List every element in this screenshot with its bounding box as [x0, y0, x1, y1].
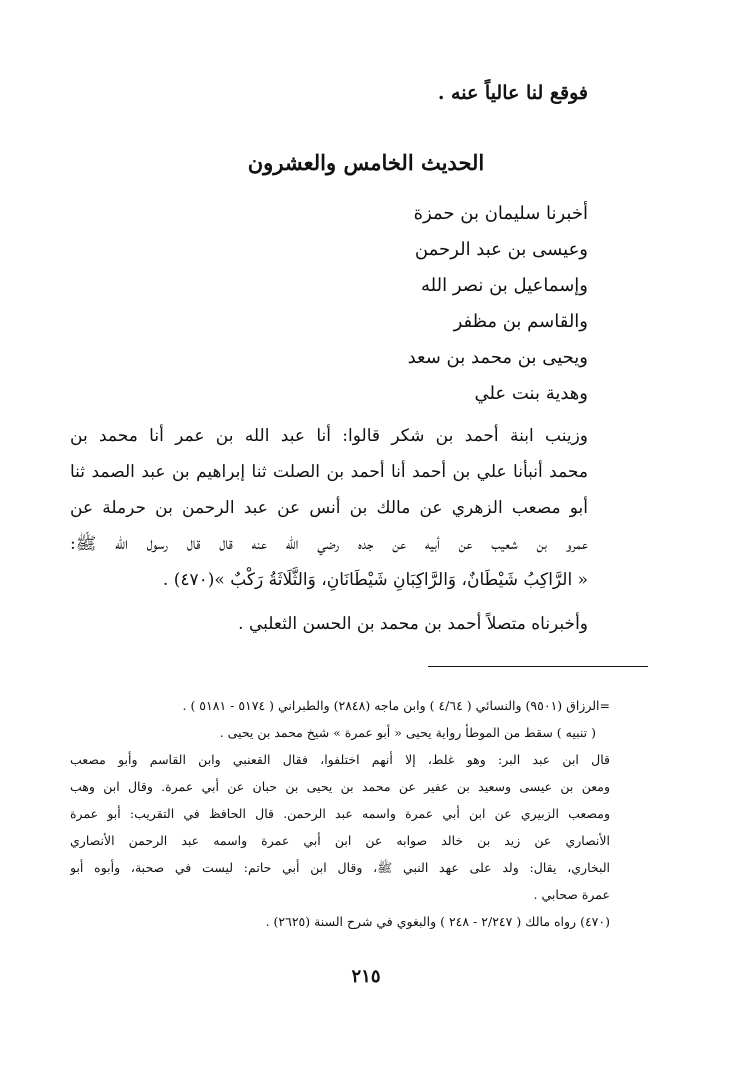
narrator-line: ويحيى بن محمد بن سعد	[407, 347, 588, 368]
narrator-list	[408, 196, 588, 412]
footnote-line: ومصعب الزبيري عن ابن أبي عمرة واسمه عبد الرحمن. قال الحافظ في التقريب: أبو عمرة	[70, 806, 610, 821]
footnote-line: ( تنبيه ) سقط من الموطأ رواية يحيى « أبو عمرة » شيخ محمد بن يحيى .	[219, 725, 596, 740]
footnote-line: قال ابن عبد البر: وهو غلط، إلا أنهم اختلفوا، فقال القعنبي وابن القاسم وأبو مصعب	[70, 752, 610, 767]
paragraph-line: أبو مصعب الزهري عن مالك بن أنس عن عبد الرحمن بن حرملة عن	[70, 498, 588, 518]
narrator-line: وهدية بنت علي	[474, 383, 588, 404]
paragraph-line: وزينب ابنة أحمد بن شكر قالوا: أنا عبد الله بن عمر أنا محمد بن	[70, 426, 588, 446]
footnote-line: عمرة صحابي .	[533, 887, 610, 902]
narrator-line: وإسماعيل بن نصر الله	[421, 275, 588, 296]
connected-chain-line: وأخبرناه متصلاً أحمد بن محمد بن الحسن الثعلبي .	[238, 614, 588, 634]
hadith-text-line: « الرَّاكِبُ شَيْطَانٌ، وَالرَّاكِبَانِ شَيْطَانَانِ، وَالثَّلَاثَةُ رَكْبٌ »(٤٧٠) .	[162, 570, 588, 590]
hadith-paragraph	[70, 418, 588, 598]
footnote-divider	[428, 666, 648, 667]
narrator-line: أخبرنا سليمان بن حمزة	[413, 203, 588, 224]
footnote-line: البخاري، يقال: ولد على عهد النبي ﷺ، وقال ابن أبي حاتم: ليست في صحبة، وأبوه أبو	[70, 860, 610, 875]
continuation-line: فوقع لنا عالياً عنه .	[437, 82, 588, 104]
paragraph-line: عمرو بن شعيب عن أبيه عن جده رضي الله عنه قال قال رسول الله ﷺ:	[70, 534, 588, 554]
page-number: ٢١٥	[351, 966, 381, 987]
hadith-heading: الحديث الخامس والعشرون	[247, 150, 485, 175]
footnote-line: الأنصاري عن زيد بن خالد صوابه عن ابن أبي عمرة واسمه عبد الرحمن الأنصاري	[70, 833, 610, 848]
paragraph-line: محمد أنبأنا علي بن أحمد أنا أحمد بن الصلت ثنا إبراهيم بن عبد الصمد ثنا	[70, 462, 588, 482]
footnote-line: =الرزاق (٩٥٠١) والنسائي ( ٤/٦٤ ) وابن ماجه (٢٨٤٨) والطبراني ( ٥١٧٤ - ٥١٨١ ) .	[182, 698, 610, 713]
footnote-line: ومعن بن عيسى وسعيد بن عفير عن محمد بن يحيى بن حبان عن أبي عمرة. وقال ابن وهب	[70, 779, 610, 794]
footnotes	[70, 692, 610, 935]
narrator-line: والقاسم بن مظفر	[453, 311, 588, 332]
narrator-line: وعيسى بن عبد الرحمن	[414, 239, 588, 260]
footnote-line: (٤٧٠) رواه مالك ( ٢/٢٤٧ - ٢٤٨ ) والبغوي في شرح السنة (٢٦٢٥) .	[265, 914, 610, 929]
